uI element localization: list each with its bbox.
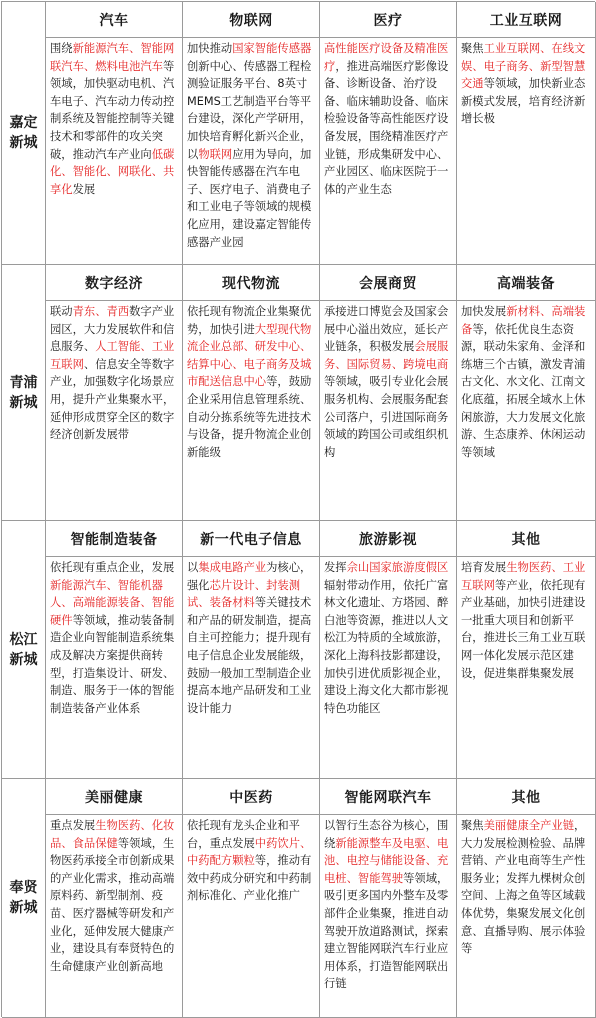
highlighted-phrase: 芯片设计、封装测试、装备材料 [187,578,300,610]
description-text: 加快发展 [461,305,507,318]
sector-header: 新一代电子信息 [183,521,320,557]
description-text: 培育发展 [461,561,507,574]
highlighted-phrase: 佘山国家旅游度假区 [346,561,449,574]
sector-description [46,38,183,265]
sector-description [183,301,320,521]
description-text: 重点发展 [50,819,96,832]
sector-header: 智能制造装备 [46,521,183,557]
sector-header: 物联网 [183,2,320,38]
highlighted-phrase: 物联网 [198,147,233,161]
description-text: 应用为导向，加快智能传感器在汽车电子、医疗电子、消费电子和工业电子等领域的规模化应用，建设嘉定智能传感器产业园 [187,147,312,249]
description-text: 等领域，吸引专业化会展服务机构、会展服务配套公司落户，引进国际商务领域的跨国公司或组织机构 [324,375,449,459]
sector-header: 旅游影视 [320,521,457,557]
sector-description [320,301,457,521]
highlighted-phrase: 大型现代物流企业总部、研发中心、结算中心、电子商务及城市配送信息中心 [187,322,312,389]
highlighted-phrase: 新能源整车及电驱、电池、电控与储能设备、充电桩、智能驾驶 [324,836,449,885]
highlighted-phrase: 美丽健康全产业链 [483,819,574,832]
sector-description [46,557,183,779]
description-text: 等领域，吸引更多国内外整车及零部件企业集聚，推进自动驾驶开放道路测试，探索建立智能网联汽车行业应用体系，打造智能网联出行链 [324,871,449,991]
highlighted-phrase: 新能源汽车、智能机器人、高端能源装备、智能硬件 [50,578,175,627]
description-text: 等，推动有效中药成分研究和中药制剂标准化、产业化推广 [187,854,312,903]
sector-header: 会展商贸 [320,265,457,301]
highlighted-phrase: 集成电路产业 [198,561,267,574]
sector-description [457,815,596,1018]
description-text: 创新中心、传感器工程检测验证服务平台、8英寸MEMS工艺制造平台等平台建设，深化产学研用，加快培育孵化新兴企业，以 [187,59,312,161]
description-text: 、信息安全等数字产业，加强数字化场景应用，提升产业集聚水平，延伸形成贯穿全区的数字经济创新发展带 [50,357,175,442]
description-text: 聚焦 [461,819,484,832]
description-text: 等，依托优良生态资源，联动朱家角、金泽和练塘三个古镇，激发青浦古文化、水文化、江南文化底蕴，拓展全域水上休闲旅游，大力发展文化旅游、生态康养、休闲运动等领域 [461,322,586,459]
sector-header: 其他 [457,779,596,815]
sector-header: 现代物流 [183,265,320,301]
highlighted-phrase: 新材料、高端装备 [461,305,586,336]
highlighted-phrase: 高性能医疗设备及精准医疗 [324,42,449,73]
sector-description [46,815,183,1018]
sector-description [183,815,320,1018]
city-cell-songjiang: 松江新城 [2,521,46,779]
sector-header: 汽车 [46,2,183,38]
highlighted-phrase: 中药饮片、中药配方颗粒 [187,836,312,868]
description-text: 承接进口博览会及国家会展中心溢出效应，延长产业链条，积极发展 [324,305,449,354]
description-text: 数字产业园区，大力发展软件和信息服务、 [50,305,175,354]
highlighted-phrase: 低碳化、智能化、网联化、共享化 [50,147,175,196]
sector-description [457,557,596,779]
description-text: 辐射带动作用，依托广富林文化遗址、方塔园、醉白池等资源，推进以人文松江为特质的全域旅游，深化上海科技影都建设，加快引进优质影视企业，建设上海文化大都市影视特色功能区 [324,578,449,715]
sector-description [320,557,457,779]
description-text: 为核心，强化 [187,561,312,592]
description-text: 联动 [50,305,73,318]
description-text: 依托现有龙头企业和平台，重点发展 [187,819,300,850]
sector-description [46,301,183,521]
sector-header: 智能网联汽车 [320,779,457,815]
sector-description [183,38,320,265]
city-cell-fengxian: 奉贤新城 [2,779,46,1018]
description-text: 依托现有重点企业，发展 [50,561,175,574]
sector-header: 医疗 [320,2,457,38]
description-text: 等领域，推动装备制造企业向智能制造系统集成及解决方案提供商转型，打造集设计、研发、制造、服务于一体的智能制造装备产业体系 [50,613,175,715]
industry-table [1,1,595,1017]
highlighted-phrase: 生物医药、化妆品、食品保健 [50,819,175,850]
highlighted-phrase: 人工智能、工业互联网 [50,340,175,371]
description-text: 等领域，加快新业态新模式发展，培育经济新增长极 [461,77,586,126]
highlighted-phrase: 会展服务、国际贸易、跨境电商 [324,340,449,371]
description-text: 加快推动 [187,42,233,55]
sector-description [457,301,596,521]
description-text: 围绕 [50,42,73,55]
description-text: 以智行生态谷为核心，围绕 [324,819,449,850]
description-text: 等关键技术和产品的研发制造，提高自主可控能力；提升现有电子信息企业发展能级，鼓励一般加工型制造企业提高本地产品研发和工业设计能力 [187,596,312,715]
sector-description [183,557,320,779]
description-text: 发挥 [324,561,347,574]
description-text: ，推进高端医疗影像设备、诊断设备、治疗设备、临床辅助设备、临床检验设备等高性能医疗设备发展，围绕精准医疗产业链，形成集研发中心、产业园区、临床医院于一体的产业生态 [324,59,449,196]
city-cell-jiading: 嘉定新城 [2,2,46,265]
sector-header: 中医药 [183,779,320,815]
sector-header: 其他 [457,521,596,557]
description-text: 等，鼓励企业采用信息管理系统、自动分拣系统等先进技术与设备，提升物流企业创新能级 [187,375,312,459]
sector-description [320,815,457,1018]
sector-header: 工业互联网 [457,2,596,38]
sector-description [457,38,596,265]
highlighted-phrase: 青东、青西 [72,305,130,318]
sector-description [320,38,457,265]
description-text: 发展 [72,182,96,196]
description-text: 以 [187,561,199,574]
sector-header: 数字经济 [46,265,183,301]
description-text: 等领域，生物医药承接全市创新成果的产业化需求，推动高端原料药、新型制剂、疫苗、医疗器械等研发和产业化，延伸发展大健康产业，建设具有奉贤特色的生命健康产业创新高地 [50,836,175,973]
description-text: 等产业，依托现有产业基础，加快引进建设一批重大项目和创新平台，推进长三角工业互联网一体化发展示范区建设，促进集群集聚发展 [461,578,586,680]
description-text: 依托现有物流企业集聚优势，加快引进 [187,305,312,336]
highlighted-phrase: 新能源汽车、智能网联汽车、燃料电池汽车 [50,42,175,73]
city-cell-qingpu: 青浦新城 [2,265,46,521]
highlighted-phrase: 工业互联网、在线文娱、电子商务、新型智慧交通 [461,42,586,91]
highlighted-phrase: 生物医药、工业互联网 [461,561,586,592]
description-text: ，大力发展检测检验、品牌营销、产业电商等生产性服务业；发挥九棵树众创空间、上海之鱼等区域载体优势，集聚发展文化创意、直播导购、展示体验等 [461,819,586,956]
sector-header: 美丽健康 [46,779,183,815]
description-text: 聚焦 [461,42,484,55]
description-text: 等领域，加快驱动电机、汽车电子、汽车动力传动控制系统及智能控制等关键技术和零部件的攻关突破，推动汽车产业向 [50,59,175,161]
sector-header: 高端装备 [457,265,596,301]
highlighted-phrase: 国家智能传感器 [232,42,312,55]
